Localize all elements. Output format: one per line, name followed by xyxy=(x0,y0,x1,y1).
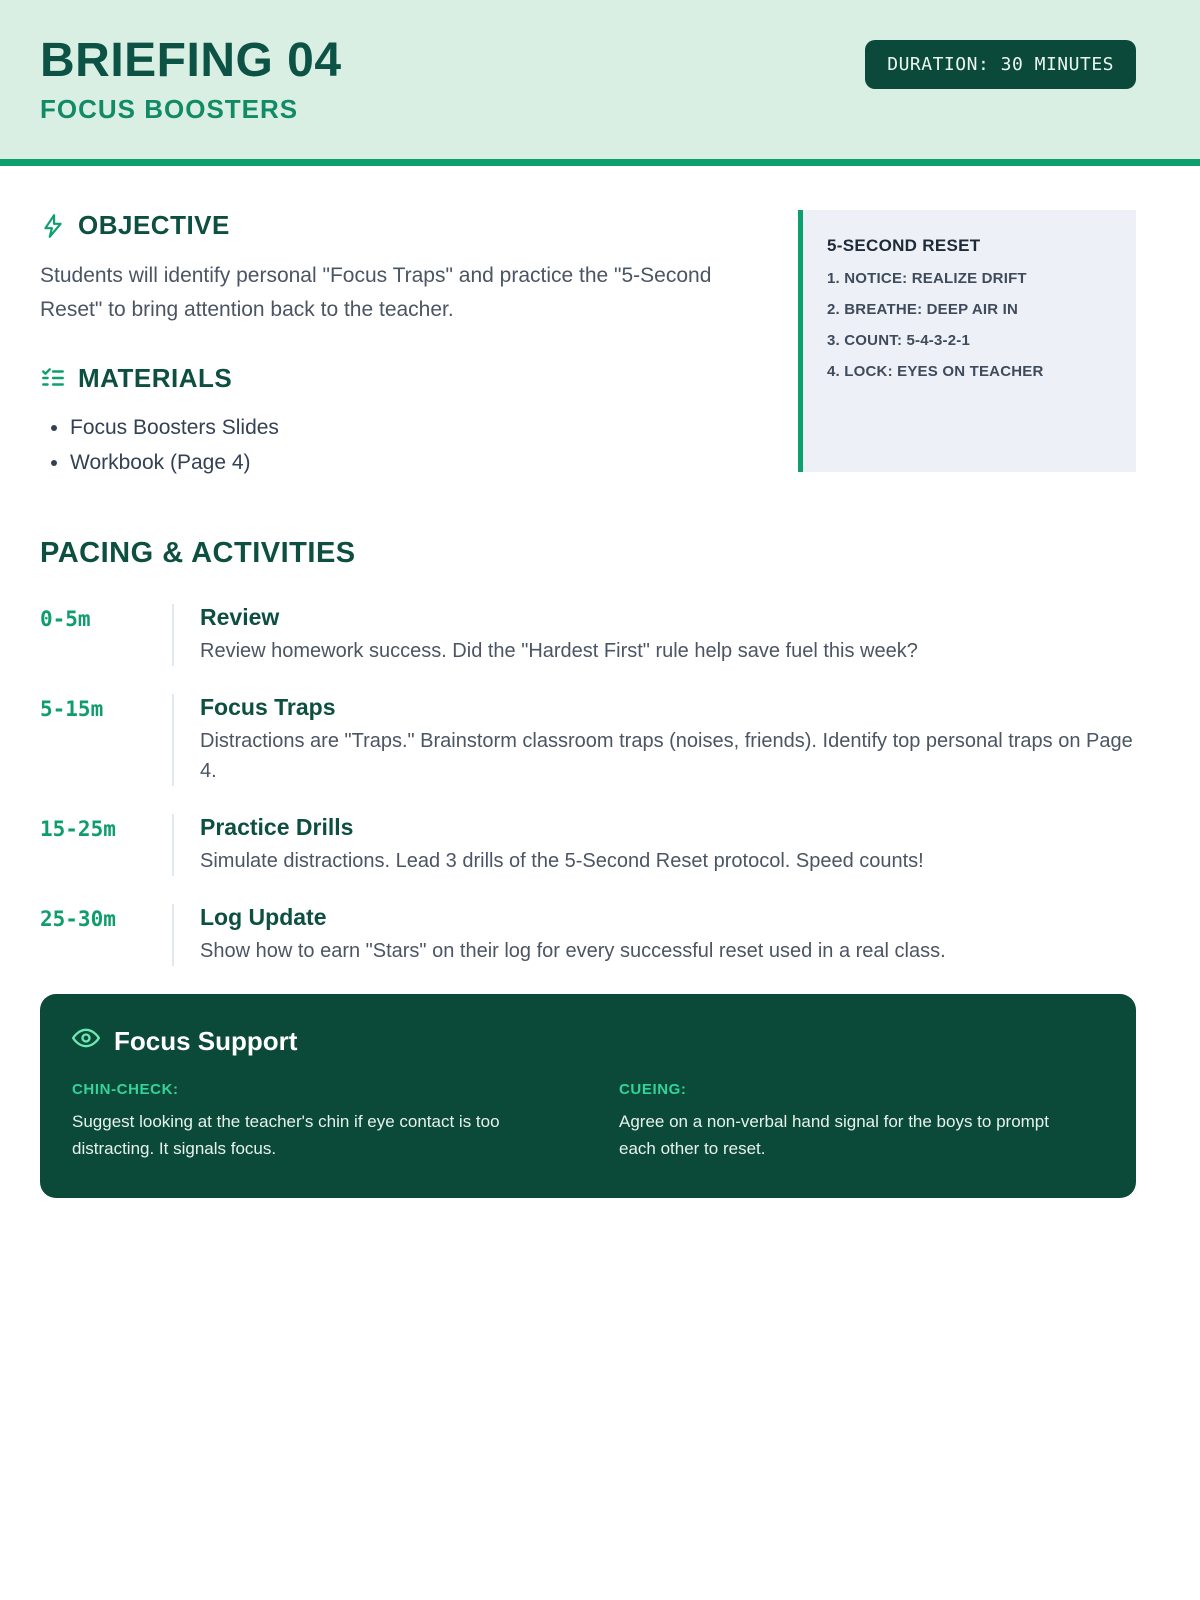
objective-heading: OBJECTIVE xyxy=(78,210,230,241)
reset-step: 4. LOCK: EYES ON TEACHER xyxy=(827,363,1044,381)
activity-time: 0-5m xyxy=(40,606,91,631)
page-subtitle: FOCUS BOOSTERS xyxy=(40,94,299,125)
focus-support-card xyxy=(40,994,1136,1198)
materials-item: • Focus Boosters Slides xyxy=(70,410,760,446)
activity-desc: Distractions are "Traps." Brainstorm classroom traps (noises, friends). Identify top personal traps on Page 4. xyxy=(200,729,1133,782)
page-header xyxy=(0,0,1200,166)
checklist-icon xyxy=(40,365,66,391)
activity-title: Practice Drills xyxy=(200,813,354,840)
reset-step: 1. NOTICE: REALIZE DRIFT xyxy=(827,270,1027,288)
support-label: CUEING: xyxy=(619,1080,687,1098)
support-text: Agree on a non-verbal hand signal for the boys to prompt each other to reset. xyxy=(619,1111,1049,1159)
activity-desc: Review homework success. Did the "Hardest First" rule help save fuel this week? xyxy=(200,639,918,662)
activity-content xyxy=(200,814,1136,876)
activity-divider xyxy=(172,904,174,966)
support-heading-row xyxy=(72,1024,1104,1059)
activity-time: 25-30m xyxy=(40,906,116,931)
reset-step: 3. COUNT: 5-4-3-2-1 xyxy=(827,332,970,350)
main-content xyxy=(0,166,1200,1198)
support-label: CHIN-CHECK: xyxy=(72,1080,179,1098)
reset-card-title: 5-SECOND RESET xyxy=(827,236,981,256)
activity-title: Log Update xyxy=(200,903,327,930)
activity-row xyxy=(40,904,1136,966)
support-column xyxy=(72,1081,557,1162)
activity-divider xyxy=(172,604,174,666)
activity-content xyxy=(200,694,1136,786)
activity-content xyxy=(200,604,1136,666)
reset-step: 2. BREATHE: DEEP AIR IN xyxy=(827,301,1019,319)
materials-section xyxy=(40,363,760,481)
materials-list xyxy=(70,410,760,481)
activity-divider xyxy=(172,694,174,786)
activities-list xyxy=(40,604,1136,966)
activity-divider xyxy=(172,814,174,876)
objective-text: Students will identify personal "Focus Traps" and practice the "5-Second Reset" to bring attention back to the teacher. xyxy=(40,264,712,321)
activity-desc: Show how to earn "Stars" on their log for every successful reset used in a real class. xyxy=(200,939,946,962)
support-heading: Focus Support xyxy=(114,1025,298,1056)
activity-time: 5-15m xyxy=(40,696,104,721)
activity-desc: Simulate distractions. Lead 3 drills of the 5-Second Reset protocol. Speed counts! xyxy=(200,849,924,872)
materials-heading-row xyxy=(40,363,760,394)
top-area xyxy=(40,210,1136,481)
left-column xyxy=(40,210,760,481)
reset-card xyxy=(798,210,1136,472)
materials-item: • Workbook (Page 4) xyxy=(70,445,760,481)
activity-row xyxy=(40,694,1136,786)
activity-content xyxy=(200,904,1136,966)
pacing-heading: PACING & ACTIVITIES xyxy=(40,536,356,569)
materials-heading: MATERIALS xyxy=(78,362,233,393)
activity-time: 15-25m xyxy=(40,816,116,841)
header-titles xyxy=(40,36,342,125)
page-title: BRIEFING 04 xyxy=(40,34,342,87)
support-columns xyxy=(72,1081,1104,1162)
activity-title: Review xyxy=(200,603,280,630)
support-column xyxy=(619,1081,1104,1162)
activity-title: Focus Traps xyxy=(200,693,336,720)
lightning-icon xyxy=(40,213,66,239)
duration-badge: DURATION: 30 MINUTES xyxy=(865,40,1136,89)
objective-heading-row xyxy=(40,210,760,241)
support-text: Suggest looking at the teacher's chin if eye contact is too distracting. It signals focus. xyxy=(72,1111,500,1159)
activity-row xyxy=(40,814,1136,876)
eye-icon xyxy=(72,1024,100,1059)
activity-row xyxy=(40,604,1136,666)
